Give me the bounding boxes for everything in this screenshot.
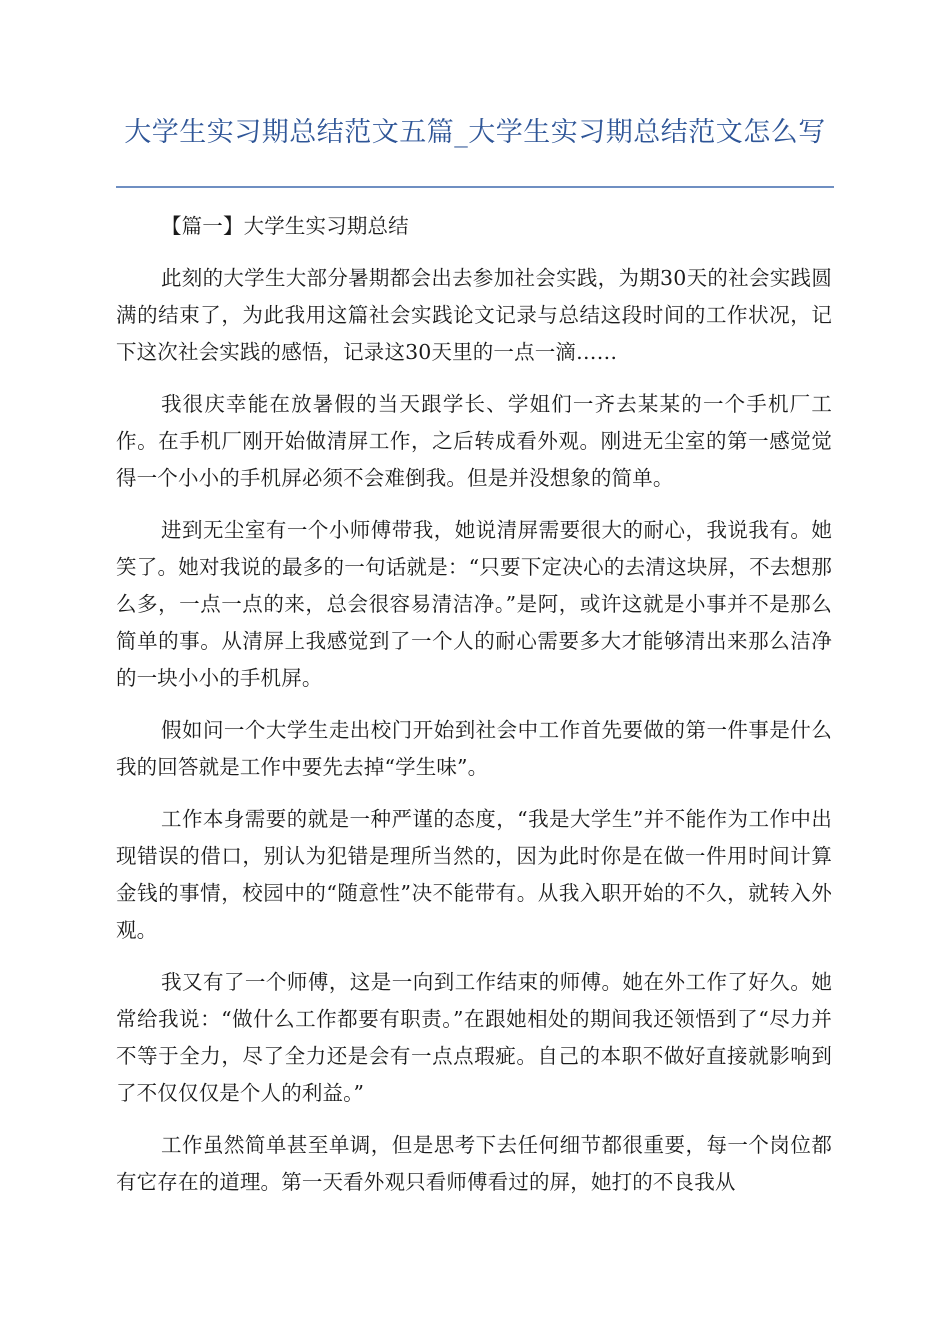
section-heading: 【篇一】大学生实习期总结 <box>161 214 409 238</box>
title-underline <box>116 186 834 188</box>
paragraph: 假如问一个大学生走出校门开始到社会中工作首先要做的第一件事是什么我的回答就是工作中要先去掉“学生味”。 <box>116 718 832 779</box>
paragraph: 我又有了一个师傅，这是一向到工作结束的师傅。她在外工作了好久。她常给我说：“做什么工作都要有职责。”在跟她相处的期间我还领悟到了“尽力并不等于全力，尽了全力还是会有一点点瑕疵。自己的本职不做好直接就影响到了不仅仅仅是个人的利益。” <box>116 970 832 1105</box>
document-body <box>116 208 832 1216</box>
paragraph: 工作虽然简单甚至单调，但是思考下去任何细节都很重要，每一个岗位都有它存在的道理。第一天看外观只看师傅看过的屏，她打的不良我从 <box>116 1133 832 1194</box>
paragraph: 此刻的大学生大部分暑期都会出去参加社会实践，为期30天的社会实践圆满的结束了，为此我用这篇社会实践论文记录与总结这段时间的工作状况，记下这次社会实践的感悟，记录这30天里的一点一滴…… <box>116 266 832 364</box>
paragraph: 我很庆幸能在放暑假的当天跟学长、学姐们一齐去某某的一个手机厂工作。在手机厂刚开始做清屏工作，之后转成看外观。刚进无尘室的第一感觉觉得一个小小的手机屏必须不会难倒我。但是并没想象的简单。 <box>116 392 832 490</box>
document-title: 大学生实习期总结范文五篇_大学生实习期总结范文怎么写 <box>124 117 826 148</box>
paragraph: 工作本身需要的就是一种严谨的态度，“我是大学生”并不能作为工作中出现错误的借口，别认为犯错是理所当然的，因为此时你是在做一件用时间计算金钱的事情，校园中的“随意性”决不能带有。从我入职开始的不久，就转入外观。 <box>116 807 832 942</box>
paragraph: 进到无尘室有一个小师傅带我，她说清屏需要很大的耐心，我说我有。她笑了。她对我说的最多的一句话就是：“只要下定决心的去清这块屏，不去想那么多，一点一点的来，总会很容易清洁净。”是阿，或许这就是小事并不是那么简单的事。从清屏上我感觉到了一个人的耐心需要多大才能够清出来那么洁净的一块小小的手机屏。 <box>116 518 832 690</box>
